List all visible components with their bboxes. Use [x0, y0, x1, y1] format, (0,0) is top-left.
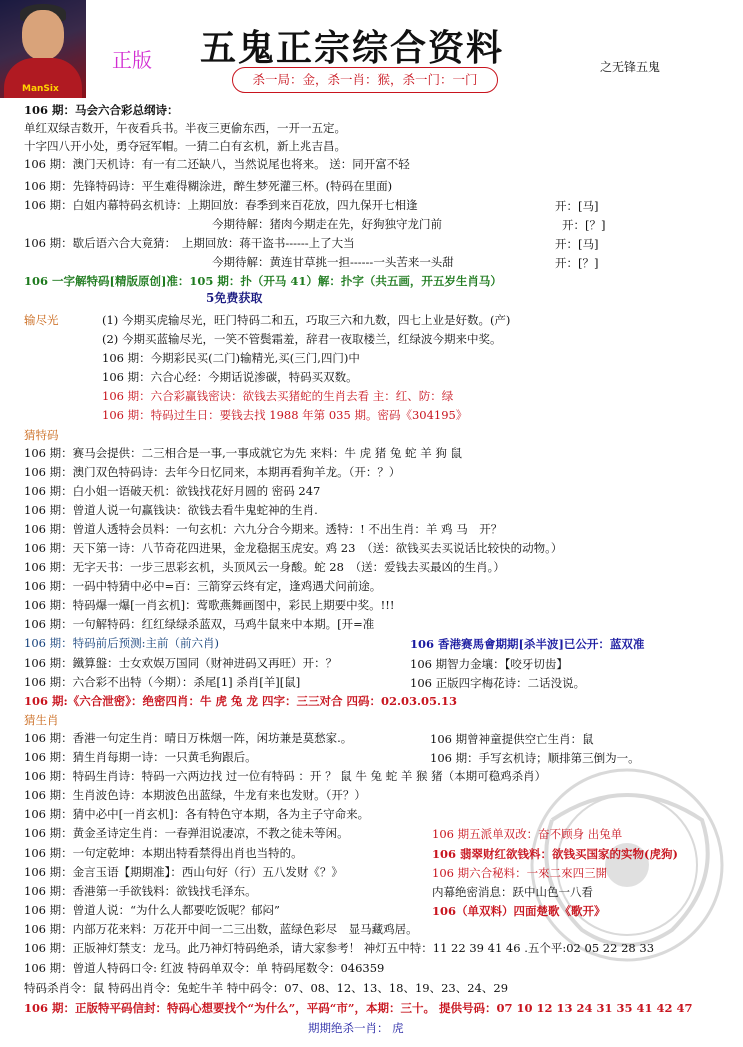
right-kai-horse2: 开：[马]	[555, 237, 599, 251]
line-39: 106 期：猜中必中[一肖玄机]：各有特色守本期，各为主子守命来。	[24, 807, 370, 821]
line-44: 106 期：曾道人说：“为什么人都要吃饭呢？郁闷”	[24, 903, 280, 917]
right-col-3: 106 正版四字梅花诗：二话没说。	[410, 676, 586, 690]
line-29: 106 期：一句解特码：红红绿绿杀蓝双，马鸡牛鼠来中本期。[开=准	[24, 617, 375, 631]
line-38: 106 期：生肖波色诗：本期波色出蓝绿，牛龙有来也发财。（开？）	[24, 788, 366, 802]
line-30: 106 期：特码前后预测:主前（前六肖)	[24, 636, 219, 650]
line-50: 期期绝杀一肖： 虎	[308, 1021, 404, 1035]
line-34: 猜生肖	[24, 713, 59, 727]
line-12: 输尽光	[24, 313, 59, 327]
right-col-2: 106 期智力金壤：【咬牙切齿】	[410, 657, 568, 671]
line-31: 106 期：鐵算盤：士女欢娱万国同（财神进码又再旺）开：？	[24, 656, 338, 670]
line-49: 106 期：正版特平码信封：特码心想要找个“为什么”，平码“市”，本期：三十。 提供号码：07 10 12 13 24 31 35 41 42 47	[24, 1001, 693, 1015]
edition-badge: 正版	[112, 48, 152, 72]
line-21: 106 期：澳门双色特码诗：去年今日忆同来，本期再看狗羊龙。（开：？）	[24, 465, 401, 479]
page-title: 五鬼正宗综合资料	[200, 27, 505, 69]
line-6: 106 期：白姐内幕特码玄机诗：上期回放：春季到来百花放，四九保开七相逢	[24, 198, 418, 212]
line-8: 106 期：歇后语六合大竟猜： 上期回放：蒋干盗书------上了大当	[24, 236, 355, 250]
right-kai-q1: 开：[？]	[562, 218, 606, 232]
line-15: 106 期：今期彩民买(二门)输精光,买(三门,四门)中	[102, 351, 360, 365]
author-photo	[0, 0, 86, 98]
line-17: 106 期：六合彩赢钱密诀：欲钱去买猪蛇的生肖去看 主：红、防：绿	[102, 389, 454, 403]
line-9: 今期待解：黄连甘草挑一担------一头苦来一头甜	[212, 255, 454, 269]
line-5: 106 期：先锋特码诗：平生难得糊涂进，醉生梦死灌三杯。(特码在里面)	[24, 179, 393, 193]
line-33: 106 期:《六合泄密》：绝密四肖：牛 虎 兔 龙 四字：三三对合 四码：02.03.05.13	[24, 694, 458, 708]
right-col-6: 106 期五派单双改：奋不顾身 出兔单	[432, 827, 623, 841]
right-col-9: 内幕绝密消息：跃中山色一八看	[432, 885, 593, 899]
line-43: 106 期：香港第一手欲钱料：欲钱找毛泽东。	[24, 884, 257, 898]
line-26: 106 期：无字天书：一步三思彩玄机，头顶风云一身酸。蛇 28 （送：爱钱去买最凶的生肖。）	[24, 560, 505, 574]
right-kai-horse: 开：[马]	[555, 199, 599, 213]
line-32: 106 期：六合彩不出特（今期）：杀尾[1] 杀肖[羊][鼠]	[24, 675, 301, 689]
right-col-4: 106 期曾神童提供空亡生肖：鼠	[430, 732, 594, 746]
kill-slogan: 杀一局：金，杀一肖：猴，杀一门：一门	[232, 67, 498, 93]
right-kai-q2: 开：[？]	[555, 256, 599, 270]
line-22: 106 期：白小姐一语破天机：欲钱找花好月圆的 密码 247	[24, 484, 321, 498]
line-1: 106 期：马会六合彩总纲诗：	[24, 103, 179, 117]
line-41: 106 期：一句定乾坤：本期出特看禁得出肖也当特的。	[24, 846, 303, 860]
line-25: 106 期：天下第一诗：八节奇花四进果，金龙稳据玉虎安。鸡 23 （送：欲钱买去买说话比较快的动物。）	[24, 541, 563, 555]
right-col-1: 106 香港赛馬會期期[杀半波]已公开：蓝双准	[410, 637, 645, 651]
line-20: 106 期：赛马会提供：二三相合是一事,一事成就它为先 来料：牛 虎 猪 兔 蛇 羊 狗 鼠	[24, 446, 463, 460]
line-48: 特码杀肖令：鼠 特码出肖令：兔蛇牛羊 特中码令：07、08、12、13、18、19、23、24、29	[24, 981, 509, 995]
photo-face	[22, 10, 64, 60]
line-28: 106 期：特码爆一爆[一肖玄机]：莺歌燕舞画图中，彩民上期要中奖。!!!	[24, 598, 395, 612]
line-42: 106 期：金言玉语【期期准】：西山句好（行）五八发财《？》	[24, 865, 343, 879]
line-10: 106 一字解特码[精版原创]准：105 期：扑（开马 41）解：扑字（共五画，开五岁生肖马）	[24, 274, 502, 288]
line-18: 106 期：特码过生日：要钱去找 1988 年第 035 期。密码《304195》	[102, 408, 468, 422]
line-4: 106 期：澳门天机诗：有一有二还缺八，当然说尾也将来。 送：同开富不轻	[24, 157, 410, 171]
right-col-5: 106 期：手写玄机诗；顺排第三倒为一。	[430, 751, 640, 765]
line-16: 106 期：六合心经：今期话说渗碳，特码买双数。	[102, 370, 358, 384]
line-24: 106 期：曾道人透特会员料：一句玄机：六九分合今期来。透特：! 不出生肖：羊 鸡 马 开？	[24, 522, 503, 536]
line-46: 106 期：正版神灯禁支：龙马。此乃神灯特码绝杀，请大家参考！ 神灯五中特：11 22 39 41 46 .五个平:02 05 22 28 33	[24, 941, 655, 955]
right-col-10: 106（单双料）四面楚歌《歌开》	[432, 904, 606, 918]
line-13: (1) 今期买虎输尽光，旺门特码二和五，巧取三六和九数，四七上业是好数。(产)	[102, 313, 511, 327]
line-47: 106 期：曾道人特码口令: 红波 特码单双令：单 特码尾数令：046359	[24, 961, 385, 975]
page-subtitle: 之无锋五鬼	[600, 60, 661, 74]
right-col-8: 106 期六合秘料：一來二來四三開	[432, 866, 608, 880]
line-3: 十字四八开小处，勇夺冠军帽。一猜二白有玄机，新上兆吉昌。	[24, 139, 346, 153]
line-14: (2) 今期买蓝输尽光，一笑不管鬓霜羞，辞君一夜取楼兰，红绿波今期来中奖。	[102, 332, 502, 346]
line-45: 106 期：内部万花来料：万花开中间一二三出数，蓝绿色彩尽 显马藏鸡居。	[24, 922, 418, 936]
line-40: 106 期：黄金圣诗定生肖：一春弹泪说凄凉，不教之徒未等闲。	[24, 826, 349, 840]
photo-label: ManSix	[22, 84, 59, 94]
line-23: 106 期：曾道人说一句赢钱诀：欲钱去看牛鬼蛇神的生肖.	[24, 503, 318, 517]
line-19: 猜特码	[24, 428, 59, 442]
line-37: 106 期：特码生肖诗：特码一六两边找 过一位有特码 ：开 ？ 鼠 牛 兔 蛇 羊 猴 猪（本期可稳鸡杀肖）	[24, 769, 547, 783]
line-35: 106 期：香港一句定生肖：晴日万株烟一阵，闲坊兼是莫愁家.。	[24, 731, 353, 745]
line-7: 今期待解：猪肉今期走在先，好狗独守龙门前	[212, 217, 442, 231]
right-col-7: 106 翡翠财红欲钱料：欲钱买国家的实物(虎狗)	[432, 847, 678, 861]
line-11: 5免费获取	[206, 291, 263, 305]
line-2: 单红双绿吉数开，午夜看兵书。半夜三更偷东西，一开一五定。	[24, 121, 346, 135]
line-36: 106 期：猜生肖每期一诗：一只黄毛狗跟后。	[24, 750, 257, 764]
line-27: 106 期：一码中特猜中必中=百：三箭穿云终有定，逢鸡遇犬问前途。	[24, 579, 382, 593]
